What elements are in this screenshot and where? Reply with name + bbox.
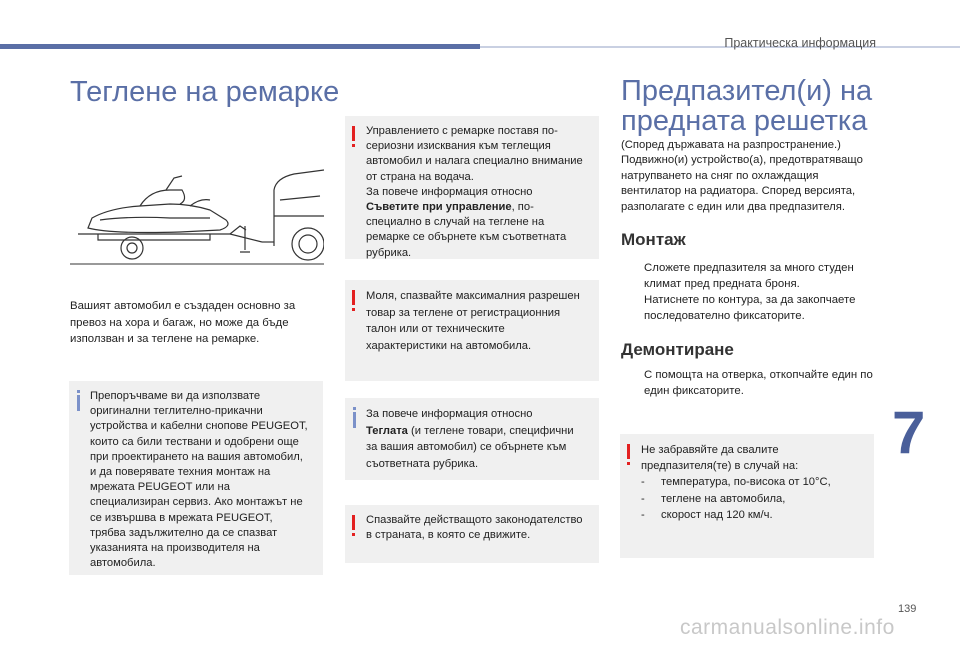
towing-title: Теглене на ремарке: [70, 76, 340, 108]
warning-legislation-text: Спазвайте действащото законодателство в страната, в която се движите.: [366, 514, 583, 542]
warning-driving-bold: Съветите при управление: [366, 201, 512, 214]
warning-driving-ref: За повече информация относно: [366, 185, 533, 198]
mount-step-2-text: Натиснете по контура, за да закопчаете последователно фиксаторите.: [644, 294, 856, 322]
warning-remove-item-text: температура, по-висока от 10°С,: [661, 476, 831, 489]
info-weights-text: [366, 406, 587, 472]
dash-bullet: -: [641, 508, 645, 521]
warning-box-driving: [345, 116, 599, 259]
warning-remove-item-1: [641, 474, 862, 490]
info-weights-ref: За повече информация относно: [366, 408, 533, 420]
warning-box-max-load: [345, 280, 599, 381]
exclamation-icon: [352, 515, 355, 530]
section-header: Практическа информация: [724, 36, 876, 50]
exclamation-icon-dot: [627, 462, 630, 465]
trailer-illustration: [70, 160, 324, 268]
warning-driving-line: Управлението с ремарке поставя по-сериозни изисквания към теглещия автомобил и налага специално внимание от страна на водача.: [366, 125, 583, 183]
grille-guard-intro: (Според държавата на разпространение.) Подвижно(и) устройство(а), предотвратяващо натрупването на сняг по охлаждащия вентилатор на радиатора. Според версията, разполагате с един или два предпазителя.: [621, 139, 863, 213]
warning-box-legislation: [345, 505, 599, 563]
info-box-text: Препоръчваме ви да използвате оригинални теглително-прикачни устройства и кабелни снопове PEUGEOT, които са били тествани и одобрени още при проектирането на вашия автомобил, и да поверявате техния монтаж на мрежата PEUGEOT или на специализиран сервиз. Ако монтажът не се извършва в мрежата PEUGEOT, трябва задължително да се спазват указанията на производителя на автомобила.: [90, 390, 308, 570]
info-icon: [77, 390, 80, 393]
header-thin-line: [480, 46, 960, 48]
mount-step-1: [624, 260, 874, 292]
warning-remove-item-text: скорост над 120 км/ч.: [661, 508, 773, 521]
info-weights-bold: Теглата: [366, 424, 408, 437]
info-icon-bar: [77, 395, 80, 411]
exclamation-icon-dot: [352, 144, 355, 147]
warning-remove-item-2: [641, 491, 862, 507]
dismount-step-1: [624, 367, 874, 399]
warning-remove-item-text: теглене на автомобила,: [661, 492, 786, 505]
dismount-step-1-text: С помощта на отверка, откопчайте един по един фиксаторите.: [644, 369, 873, 397]
warning-max-load-text: Моля, спазвайте максималния разрешен товар за теглене от регистрационния талон или от техническите характеристики на автомобила.: [366, 290, 580, 352]
chapter-number: 7: [892, 399, 926, 466]
warning-remove-intro: Не забравяйте да свалите предпазителя(те) в случай на:: [641, 444, 799, 473]
dismount-heading: Демонтиране: [621, 340, 734, 359]
warning-box-remove-guard: [620, 434, 874, 558]
info-box-genuine-parts: [69, 381, 323, 575]
warning-driving-tail: , по-специално в случай на теглене на ремарке се обърнете към съответната рубрика.: [366, 201, 567, 259]
dash-bullet: -: [641, 476, 645, 489]
exclamation-icon-dot: [352, 533, 355, 536]
mount-heading: Монтаж: [621, 230, 686, 249]
dash-bullet: -: [641, 492, 645, 505]
towing-intro: Вашият автомобил е създаден основно за превоз на хора и багаж, но може да бъде използван и за теглене на ремарке.: [70, 300, 296, 346]
info-weights-tail: (и теглене товари, специфични за вашия автомобил) се обърнете към съответната рубрика.: [366, 424, 574, 470]
exclamation-icon: [627, 444, 630, 459]
grille-guard-title-line1: Предпазител(и) на: [621, 75, 873, 107]
info-box-weights: [345, 398, 599, 480]
mount-step-1-text: Сложете предпазителя за много студен климат пред предната броня.: [644, 262, 854, 290]
page-number: 139: [898, 603, 917, 615]
watermark: carmanualsonline.info: [680, 616, 895, 639]
grille-guard-title: [621, 76, 872, 136]
exclamation-icon-dot: [352, 308, 355, 311]
mount-step-2: [624, 292, 874, 324]
exclamation-icon: [352, 126, 355, 141]
exclamation-icon: [352, 290, 355, 305]
header-accent-bar: [0, 44, 480, 49]
grille-guard-title-line2: предната решетка: [621, 105, 868, 137]
warning-driving-text: [366, 124, 587, 261]
warning-remove-item-3: [641, 507, 862, 523]
info-icon-bar: [353, 412, 356, 428]
info-icon: [353, 407, 356, 410]
